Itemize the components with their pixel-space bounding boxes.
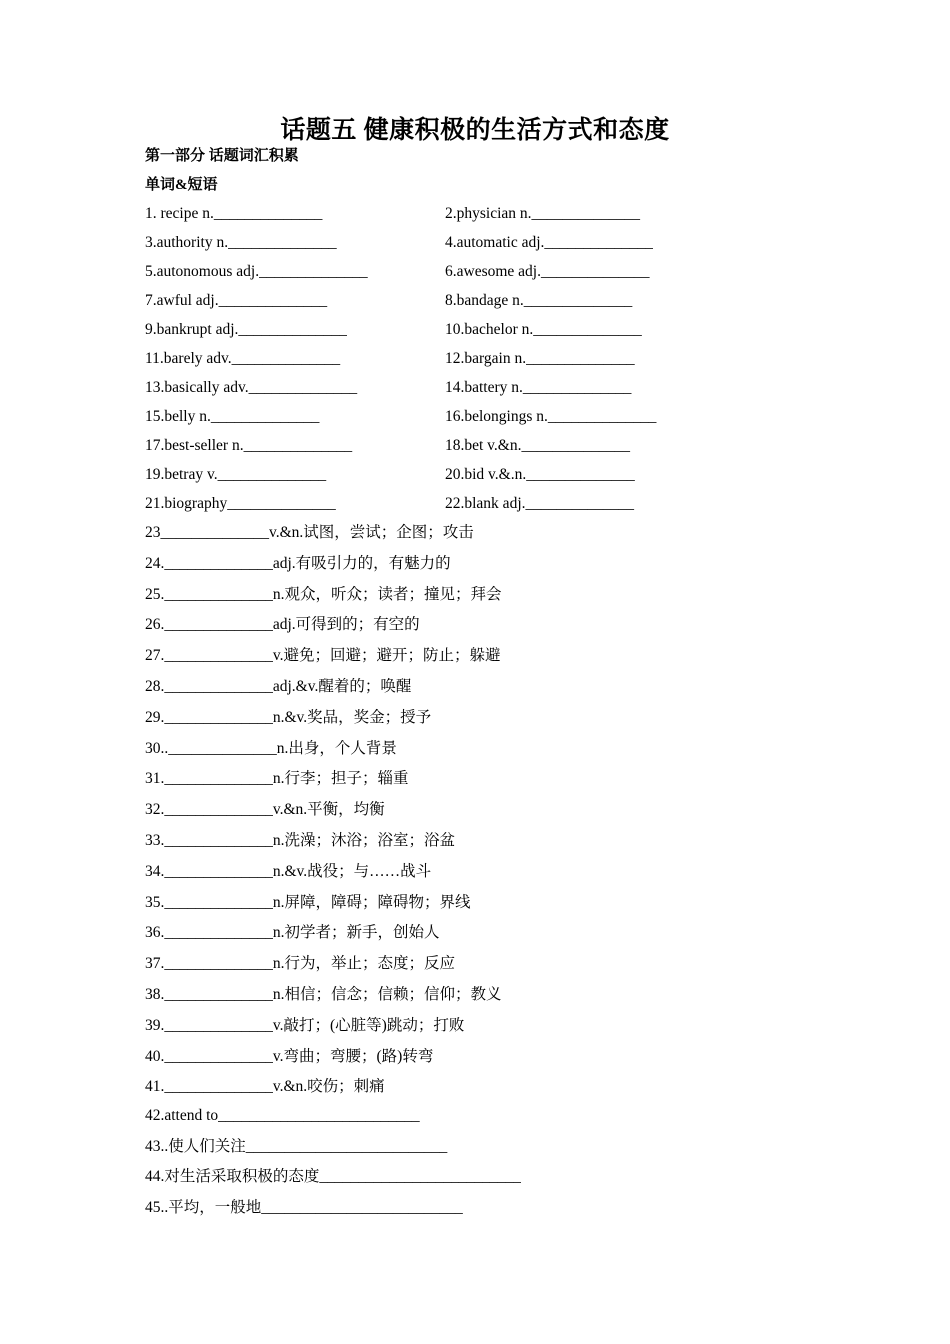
vocab-item: 4.automatic adj.______________	[445, 234, 653, 251]
phrase-item: 45..平均，一般地__________________________	[145, 1198, 463, 1216]
page-title: 话题五 健康积极的生活方式和态度	[280, 117, 670, 144]
vocab-item: 13.basically adv.______________	[145, 379, 358, 396]
vocab-definition-item: 28.______________adj.&v.醒着的；唤醒	[145, 677, 412, 695]
vocab-item: 8.bandage n.______________	[445, 292, 633, 309]
vocab-item: 20.bid v.&.n.______________	[445, 466, 635, 483]
vocab-item: 22.blank adj.______________	[445, 495, 634, 512]
vocab-item: 15.belly n.______________	[145, 408, 320, 425]
vocab-pair-row	[145, 228, 805, 257]
vocab-pair-row	[145, 460, 805, 489]
vocab-item: 2.physician n.______________	[445, 205, 641, 222]
vocab-definition-item: 33.______________n.洗澡；沐浴；浴室；浴盆	[145, 831, 456, 849]
section-heading: 第一部分 话题词汇积累	[145, 148, 299, 164]
vocab-definition-item: 36.______________n.初学者；新手，创始人	[145, 924, 440, 942]
vocab-pair-row	[145, 286, 805, 315]
vocab-definition-item: 27.______________v.避免；回避；避开；防止；躲避	[145, 647, 501, 665]
vocab-definition-item: 25.______________n.观众，听众；读者；撞见；拜会	[145, 585, 502, 603]
vocab-definition-list	[145, 518, 805, 1103]
vocab-item: 3.authority n.______________	[145, 234, 337, 251]
vocab-definition-item: 30..______________n.出身，个人背景	[145, 739, 397, 757]
vocab-pair-row	[145, 489, 805, 518]
vocab-pair-row	[145, 431, 805, 460]
vocab-item: 12.bargain n.______________	[445, 350, 635, 367]
phrase-list	[145, 1101, 805, 1223]
vocab-definition-item: 41.______________v.&n.咬伤；刺痛	[145, 1078, 385, 1096]
subsection-heading: 单词&短语	[145, 177, 218, 193]
vocab-pairs-list	[145, 199, 805, 518]
vocab-definition-item: 26.______________adj.可得到的；有空的	[145, 616, 420, 634]
vocab-item: 19.betray v.______________	[145, 466, 327, 483]
vocab-definition-item: 35.______________n.屏障，障碍；障碍物；界线	[145, 893, 471, 911]
vocab-item: 17.best-seller n.______________	[145, 437, 353, 454]
vocab-item: 7.awful adj.______________	[145, 292, 328, 309]
vocab-definition-item: 40.______________v.弯曲；弯腰；(路)转弯	[145, 1047, 434, 1065]
vocab-pair-row	[145, 257, 805, 286]
vocab-definition-item: 23______________v.&n.试图，尝试；企图；攻击	[145, 524, 474, 541]
vocab-item: 6.awesome adj.______________	[445, 263, 650, 280]
vocab-pair-row	[145, 315, 805, 344]
vocab-definition-item: 37.______________n.行为，举止；态度；反应	[145, 955, 456, 973]
phrase-item: 44.对生活采取积极的态度__________________________	[145, 1168, 521, 1185]
vocab-definition-item: 24.______________adj.有吸引力的，有魅力的	[145, 554, 451, 572]
phrase-item: 43..使人们关注__________________________	[145, 1137, 448, 1155]
vocab-definition-item: 32.______________v.&n.平衡，均衡	[145, 801, 385, 819]
vocab-item: 21.biography______________	[145, 495, 336, 512]
phrase-item: 42.attend to__________________________	[145, 1107, 420, 1124]
vocab-item: 9.bankrupt adj.______________	[145, 321, 347, 338]
vocab-definition-item: 29.______________n.&v.奖品，奖金；授予	[145, 708, 432, 726]
vocab-item: 11.barely adv.______________	[145, 350, 341, 367]
vocab-pair-row	[145, 373, 805, 402]
vocab-definition-item: 34.______________n.&v.战役；与……战斗	[145, 862, 432, 880]
vocab-item: 14.battery n.______________	[445, 379, 632, 396]
vocab-pair-row	[145, 402, 805, 431]
vocab-definition-item: 38.______________n.相信；信念；信赖；信仰；教义	[145, 985, 502, 1003]
vocab-item: 16.belongings n.______________	[445, 408, 657, 425]
vocab-definition-item: 39.______________v.敲打；(心脏等)跳动；打败	[145, 1016, 465, 1034]
vocab-pair-row	[145, 199, 805, 228]
vocab-item: 1. recipe n.______________	[145, 205, 323, 222]
vocab-definition-item: 31.______________n.行李；担子；辎重	[145, 770, 409, 788]
vocab-item: 10.bachelor n.______________	[445, 321, 642, 338]
vocab-pair-row	[145, 344, 805, 373]
vocab-item: 5.autonomous adj.______________	[145, 263, 368, 280]
vocab-item: 18.bet v.&n.______________	[445, 437, 630, 454]
